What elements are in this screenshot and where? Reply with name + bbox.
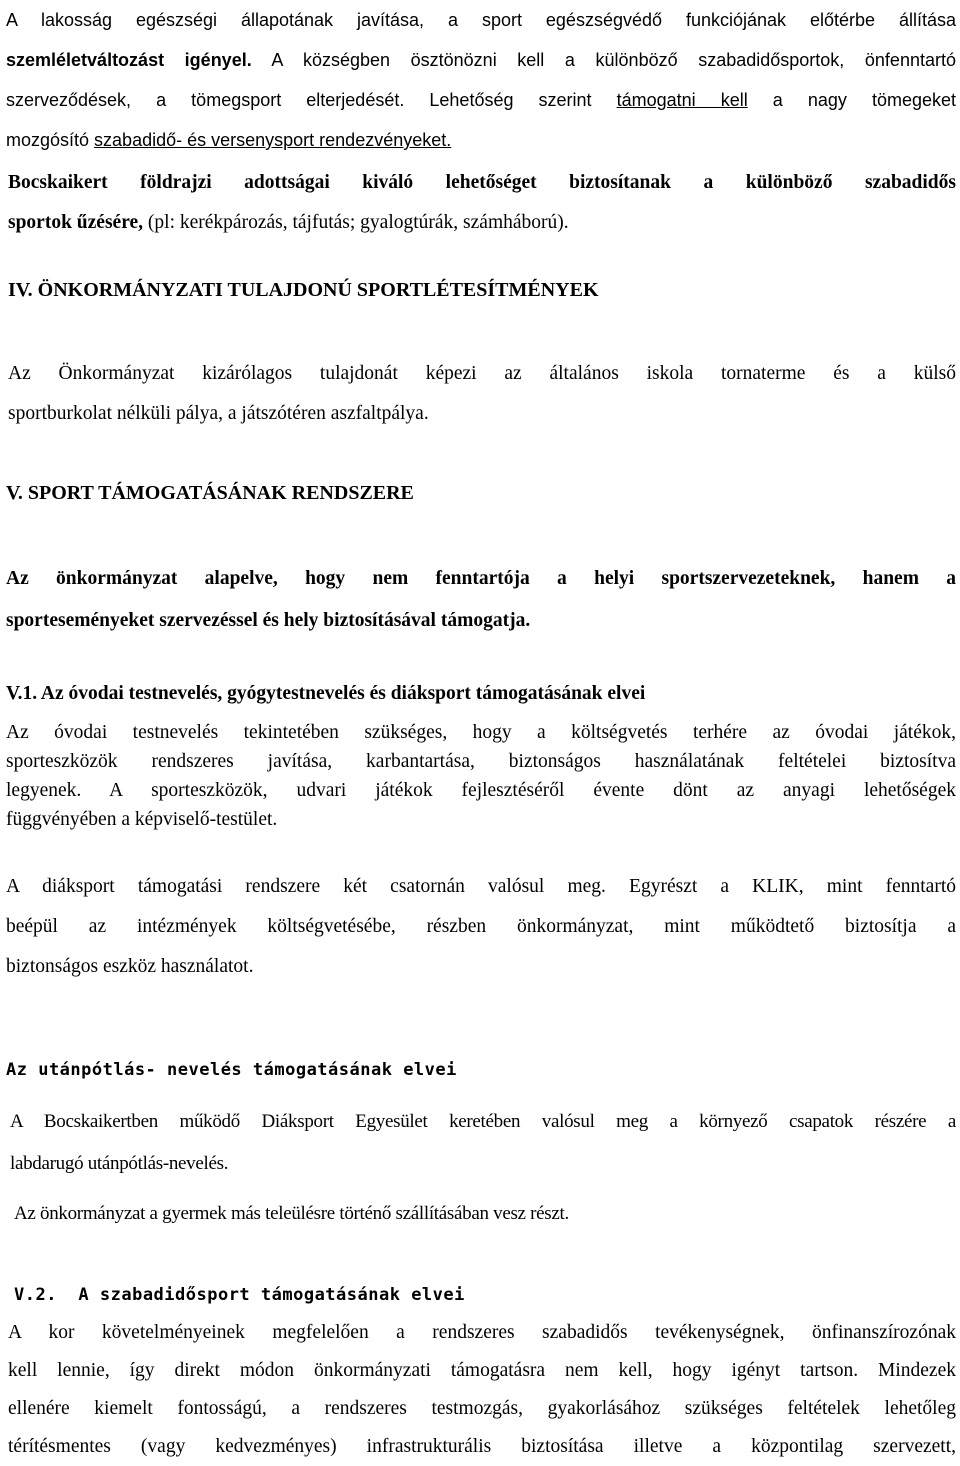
paragraph-kindergarten <box>6 718 956 834</box>
text-line: sporteszközök rendszeres javítása, karbantartása, biztonságos használatának feltételei biztosítva <box>6 751 956 772</box>
text-line: Az önkormányzat a gyermek más teleülésre történő szállításában vesz részt. <box>14 1203 569 1224</box>
text-line <box>6 120 956 160</box>
text-line: biztonságos eszköz használatot. <box>6 956 254 977</box>
heading-youth-development: Az utánpótlás- nevelés támogatásának elvei <box>6 1060 457 1080</box>
paragraph-municipal-facilities <box>8 354 956 434</box>
heading-section-v1: V.1. Az óvodai testnevelés, gyógytestnevelés és diáksport támogatásának elvei <box>6 683 646 704</box>
text-line: labdarugó utánpótlás-nevelés. <box>10 1153 229 1174</box>
text-line: Az Önkormányzat kizárólagos tulajdonát képezi az általános iskola tornaterme és a külső <box>8 363 956 384</box>
bold-phrase: sportok űzésére, <box>8 212 144 233</box>
text-line: sportburkolat nélküli pálya, a játszótéren aszfaltpálya. <box>8 403 429 424</box>
text-fragment: (pl: kerékpározás, tájfutás; gyalogtúrák, számháború). <box>143 212 569 233</box>
paragraph-transport <box>14 1199 956 1229</box>
text-line: térítésmentes (vagy kedvezményes) infrastrukturális biztosítása illetve a központilag szervezett, <box>8 1436 956 1457</box>
paragraph-student-sport <box>6 867 956 987</box>
text-line: A lakosság egészségi állapotának javítása, a sport egészségvédő funkciójának előtérbe állítása <box>6 10 956 30</box>
heading-section-v2: V.2. A szabadidősport támogatásának elvei <box>14 1285 465 1305</box>
paragraph-leisure-sport <box>8 1314 956 1466</box>
paragraph-public-health <box>6 0 956 160</box>
heading-section-iv: IV. ÖNKORMÁNYZATI TULAJDONÚ SPORTLÉTESÍTMÉNYEK <box>8 279 599 301</box>
text-line: Az óvodai testnevelés tekintetében szükséges, hogy a költségvetés terhére az óvodai játékok, <box>6 722 956 743</box>
text-fragment: a nagy tömegeket <box>747 90 956 110</box>
text-line: legyenek. A sporteszközök, udvari játékok fejlesztéséről évente dönt az anyagi lehetőségek <box>6 780 956 801</box>
text-line: függvényében a képviselő-testület. <box>6 809 278 830</box>
text-line: A Bocskaikertben működő Diáksport Egyesület keretében valósul meg a környező csapatok részére a <box>10 1111 956 1132</box>
text-line: ellenére kiemelt fontosságú, a rendszeres testmozgás, gyakorlásához szükséges feltételek lehetőleg <box>8 1398 956 1419</box>
underlined-phrase: szabadidő- és versenysport rendezvényeket. <box>94 130 452 150</box>
text-line: A diáksport támogatási rendszere két csatornán valósul meg. Egyrészt a KLIK, mint fenntartó <box>6 876 956 897</box>
text-line: beépül az intézmények költségvetésébe, részben önkormányzat, mint működtető biztosítja a <box>6 916 956 937</box>
paragraph-geography <box>8 163 956 243</box>
text-line <box>8 203 956 243</box>
text-line: A kor követelményeinek megfelelően a rendszeres szabadidős tevékenységnek, önfinanszírozónak <box>8 1322 956 1343</box>
text-line: Az önkormányzat alapelve, hogy nem fenntartója a helyi sportszervezeteknek, hanem a <box>6 568 956 589</box>
text-fragment: A községben ösztönözni kell a különböző szabadidősportok, önfenntartó <box>251 50 956 70</box>
text-line: sporteseményeket szervezéssel és hely biztosításával támogatja. <box>6 610 531 631</box>
text-fragment: mozgósító <box>6 130 95 150</box>
paragraph-youth-club <box>10 1101 956 1185</box>
text-fragment: szerveződések, a tömegsport elterjedését. Lehetőség szerint <box>6 90 617 110</box>
text-line <box>6 40 956 80</box>
paragraph-principle <box>6 558 956 642</box>
heading-section-v: V. SPORT TÁMOGATÁSÁNAK RENDSZERE <box>6 482 414 504</box>
text-line <box>6 80 956 120</box>
bold-phrase: szemléletváltozást igényel. <box>6 50 252 70</box>
text-line: Bocskaikert földrajzi adottságai kiváló lehetőséget biztosítanak a különböző szabadidős <box>8 172 956 193</box>
underlined-phrase: támogatni kell <box>616 90 748 110</box>
text-line: kell lennie, így direkt módon önkormányzati támogatásra nem kell, hogy igényt tartson. Mindezek <box>8 1360 956 1381</box>
